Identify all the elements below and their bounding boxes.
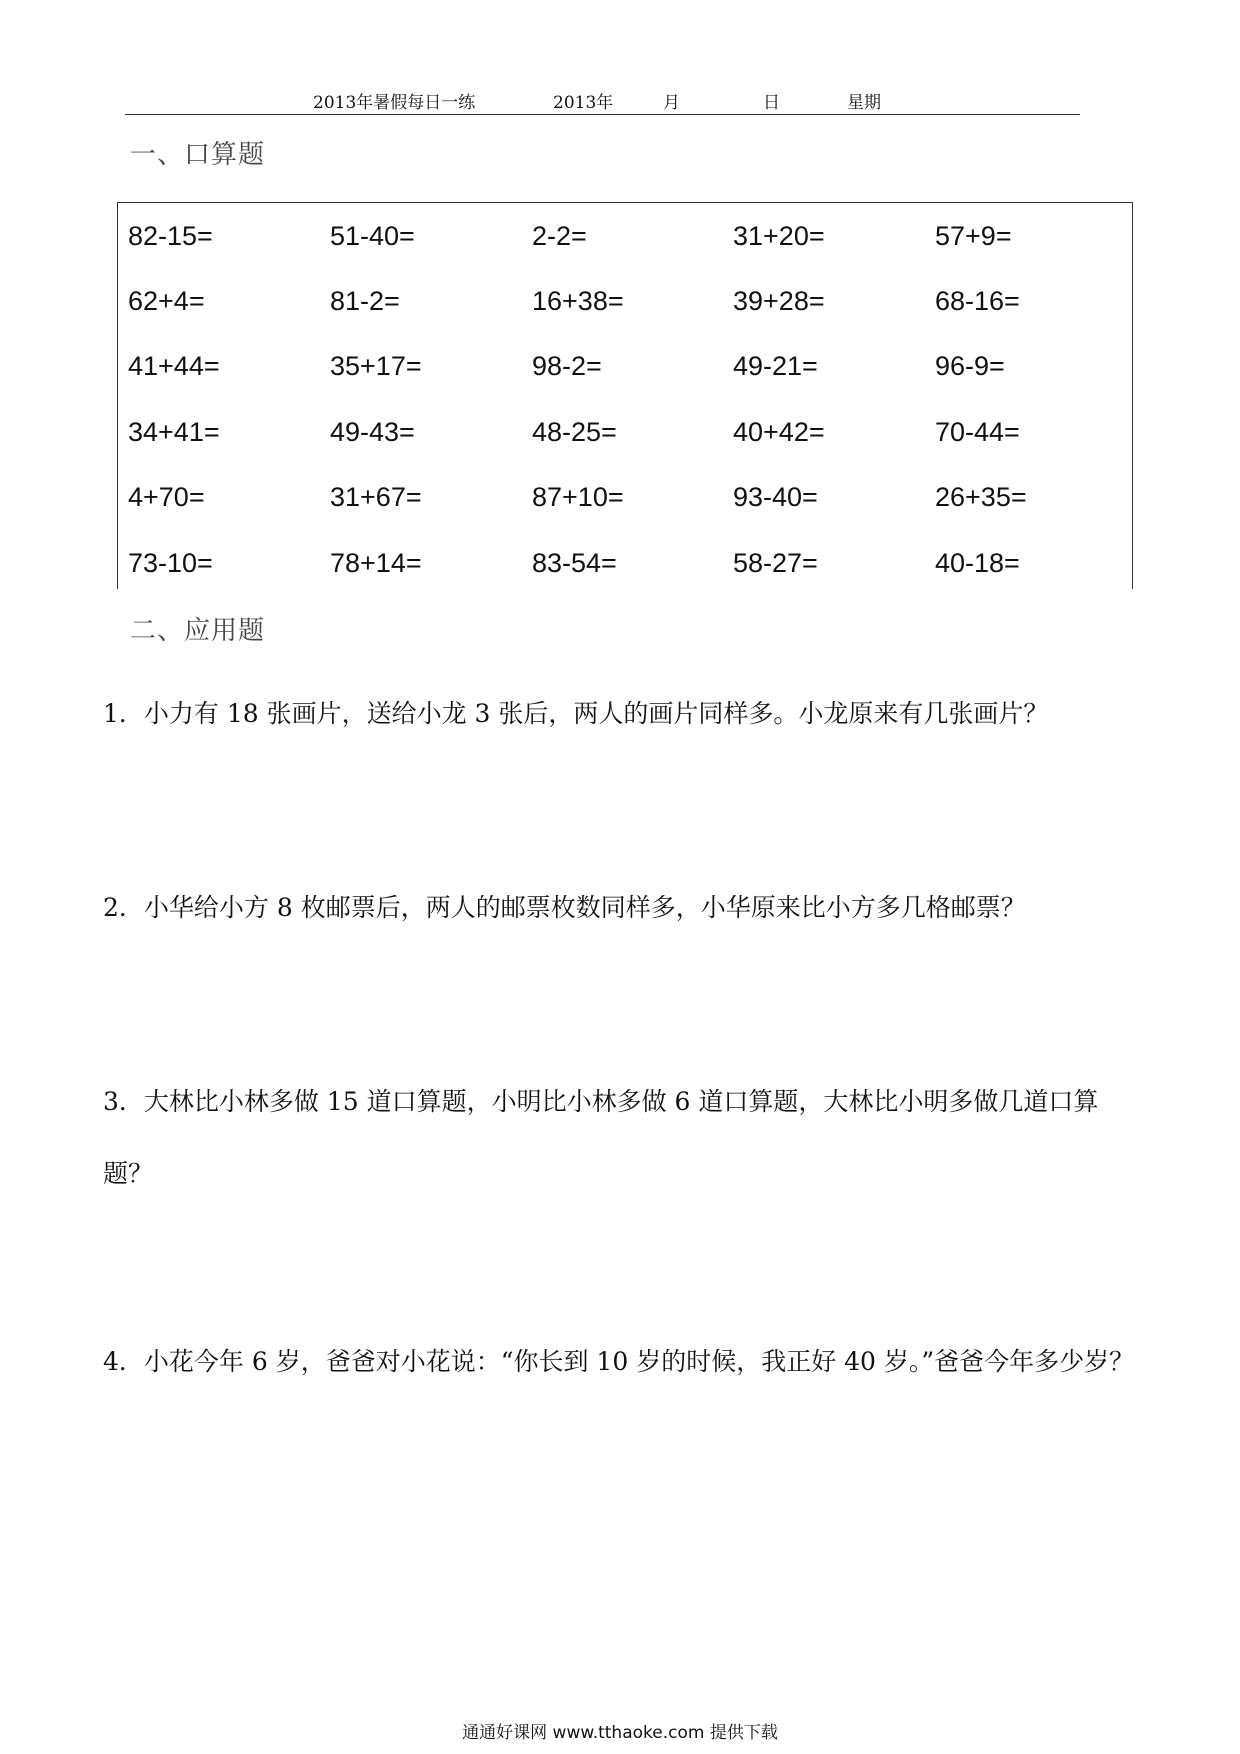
math-problem: 48-25=: [532, 417, 617, 447]
word-problem-4: 4．小花今年 6 岁，爸爸对小花说：“你长到 10 岁的时候，我正好 40 岁。”爸爸今年多少岁？: [103, 1347, 1135, 1376]
math-problem: 98-2=: [532, 351, 602, 381]
math-problem: 4+70=: [128, 482, 205, 512]
math-problem: 93-40=: [733, 482, 818, 512]
header-month: 月: [663, 93, 680, 113]
math-problem: 49-43=: [330, 417, 415, 447]
math-problem: 16+38=: [532, 286, 624, 316]
header-year: 2013年: [553, 93, 614, 113]
math-problem: 39+28=: [733, 286, 825, 316]
math-problem: 41+44=: [128, 351, 220, 381]
math-problem: 82-15=: [128, 221, 213, 251]
math-problem: 31+20=: [733, 221, 825, 251]
math-problem: 40+42=: [733, 417, 825, 447]
math-problem: 2-2=: [532, 221, 587, 251]
math-problem: 87+10=: [532, 482, 624, 512]
math-problem: 34+41=: [128, 417, 220, 447]
math-problem: 96-9=: [935, 351, 1005, 381]
math-problem: 78+14=: [330, 548, 422, 578]
word-problem-1: 1．小力有 18 张画片，送给小龙 3 张后，两人的画片同样多。小龙原来有几张画片？: [103, 699, 1049, 728]
mental-math-box: [117, 202, 1133, 589]
section-1-title: 一、口算题: [130, 140, 266, 170]
math-problem: 49-21=: [733, 351, 818, 381]
page-footer: 通通好课网 www.tthaoke.com 提供下载: [462, 1723, 778, 1743]
math-problem: 31+67=: [330, 482, 422, 512]
math-problem: 51-40=: [330, 221, 415, 251]
header-title: 2013年暑假每日一练: [313, 93, 476, 113]
math-problem: 68-16=: [935, 286, 1020, 316]
math-problem: 62+4=: [128, 286, 205, 316]
math-problem: 26+35=: [935, 482, 1027, 512]
word-problem-2: 2．小华给小方 8 枚邮票后，两人的邮票枚数同样多，小华原来比小方多几格邮票？: [103, 893, 1026, 922]
math-problem: 57+9=: [935, 221, 1012, 251]
math-problem: 83-54=: [532, 548, 617, 578]
math-problem: 40-18=: [935, 548, 1020, 578]
math-problem: 70-44=: [935, 417, 1020, 447]
page-header: [125, 86, 1080, 115]
math-problem: 73-10=: [128, 548, 213, 578]
section-2-title: 二、应用题: [130, 616, 266, 646]
word-problem-3: 3．大林比小林多做 15 道口算题，小明比小林多做 6 道口算题，大林比小明多做几道口算题？: [103, 1087, 1099, 1188]
math-problem: 81-2=: [330, 286, 400, 316]
header-day: 日: [763, 93, 780, 113]
math-problem: 35+17=: [330, 351, 422, 381]
math-problem: 58-27=: [733, 548, 818, 578]
header-weekday: 星期: [847, 93, 881, 113]
